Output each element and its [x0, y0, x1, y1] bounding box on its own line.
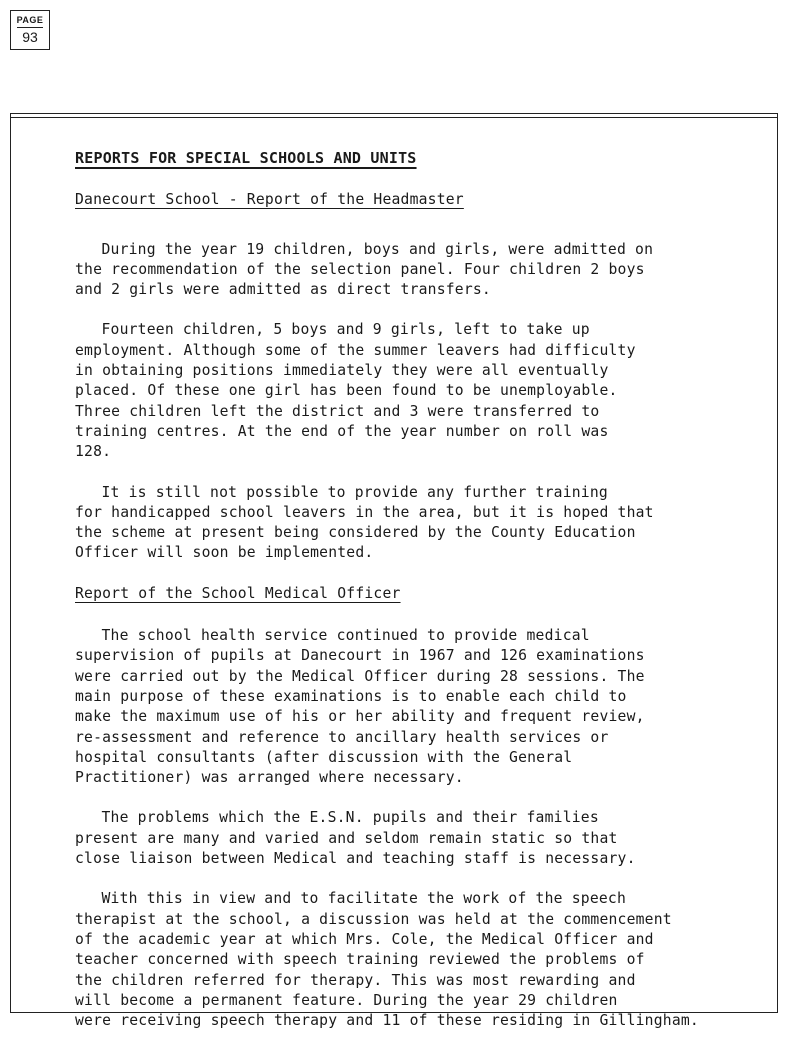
section-heading-medical-officer: Report of the School Medical Officer	[75, 584, 401, 602]
frame-double-rule	[10, 117, 778, 118]
page-number-box	[10, 10, 50, 50]
page-number: 93	[17, 27, 43, 45]
section-heading-headmaster: Danecourt School - Report of the Headmaster	[75, 191, 464, 209]
page-title: REPORTS FOR SPECIAL SCHOOLS AND UNITS	[75, 149, 417, 167]
paragraph: With this in view and to facilitate the work of the speech therapist at the school, a discussion was held at the commencement of the academic year at which Mrs. Cole, the Medical Officer and teacher concerned with speech training reviewed the problems of the children referred for therapy. This was most rewarding and will become a permanent feature. During the year 29 children were receiving speech therapy and 11 of these residing in Gillingham.	[75, 890, 699, 1030]
document-body	[75, 148, 765, 1051]
paragraph: During the year 19 children, boys and girls, were admitted on the recommendation of the selection panel. Four children 2 boys and 2 girls were admitted as direct transfers.	[75, 240, 654, 299]
paragraph: The school health service continued to provide medical supervision of pupils at Danecourt in 1967 and 126 examinations were carried out by the Medical Officer during 28 sessions. The main purpose of these examinations is to enable each child to make the maximum use of his or her ability and frequent review, re-assessment and reference to ancillary health services or hospital consultants (after discussion with the General Practitioner) was arranged where necessary.	[75, 627, 645, 787]
paragraph: Fourteen children, 5 boys and 9 girls, left to take up employment. Although some of the summer leavers had difficulty in obtaining positions immediately they were all eventually placed. Of these one girl has been found to be unemployable. Three children left the district and 3 were transferred to training centres. At the end of the year number on roll was 128.	[75, 321, 636, 461]
page-label: PAGE	[16, 15, 44, 25]
paragraph: The problems which the E.S.N. pupils and their families present are many and varied and seldom remain static so that close liaison between Medical and teaching staff is necessary.	[75, 809, 636, 868]
paragraph: It is still not possible to provide any further training for handicapped school leavers in the area, but it is hoped that the scheme at present being considered by the County Education Officer will soon be implemented.	[75, 483, 654, 562]
